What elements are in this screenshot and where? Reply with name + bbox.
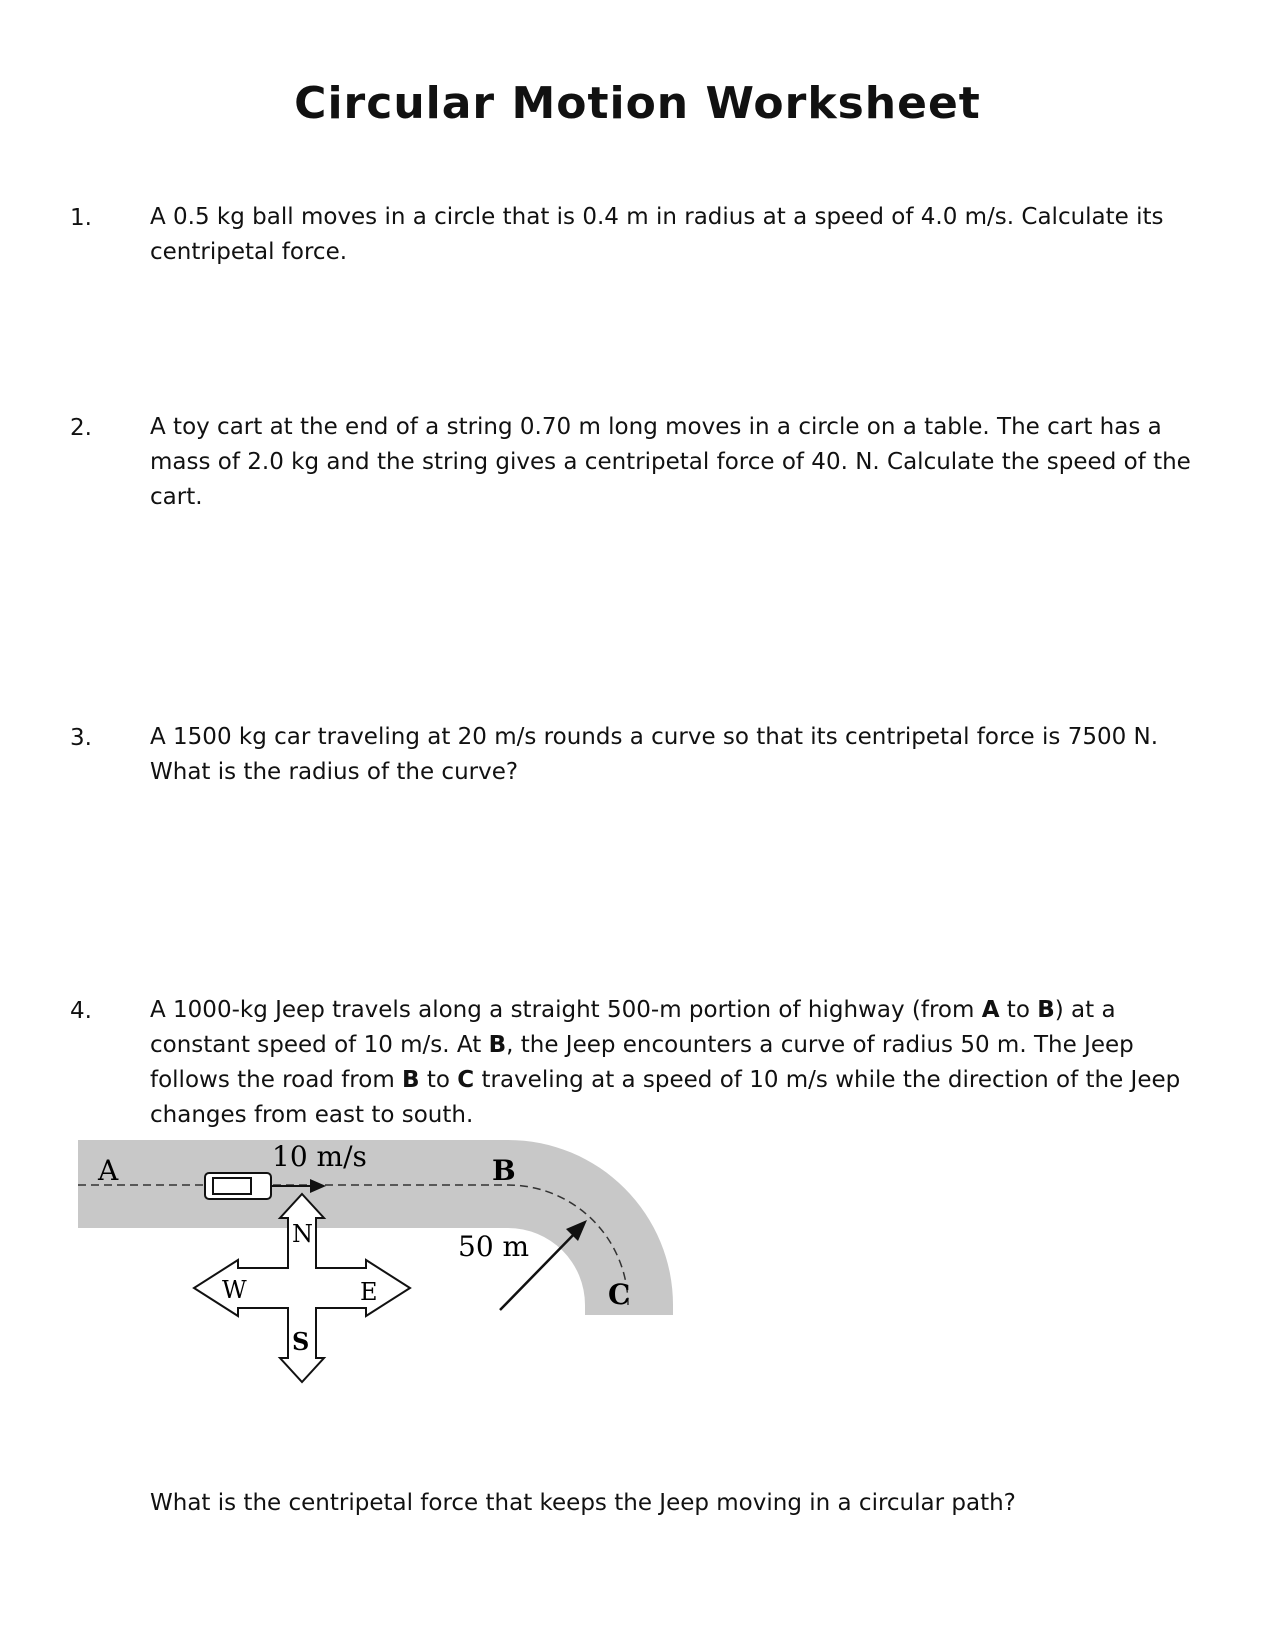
label-c: C [608,1278,631,1311]
q4-point-c: C [457,1067,475,1093]
compass-north: N [292,1220,313,1248]
label-b: B [492,1154,516,1187]
q4-part: , the Jeep encounters a curve of radius 50 m. The Jeep follows the road from [150,1032,1134,1093]
q4-part: A 1000-kg Jeep travels along a straight 500-m portion of highway (from [150,997,982,1023]
speed-label: 10 m/s [272,1140,367,1173]
radius-label: 50 m [458,1230,530,1263]
question-1-text: A 0.5 kg ball moves in a circle that is 0.4 m in radius at a speed of 4.0 m/s. Calculate its centripetal force. [150,204,1164,265]
question-2-text: A toy cart at the end of a string 0.70 m long moves in a circle on a table. The cart has a mass of 2.0 kg and the string gives a centripetal force of 40. N. Calculate the speed of the cart. [150,414,1191,510]
q4-point-a: A [981,997,1000,1023]
compass-east: E [360,1278,378,1306]
q4-part: ) at a constant speed of 10 m/s. At [150,997,1116,1058]
question-4-number: 4. [70,998,92,1024]
question-2-number: 2. [70,415,92,441]
question-3-number: 3. [70,725,92,751]
jeep-icon [205,1173,271,1199]
page-title: Circular Motion Worksheet [294,78,981,129]
q4-part: traveling at a speed of 10 m/s while the direction of the Jeep changes from east to south. [150,1067,1181,1128]
question-3-text: A 1500 kg car traveling at 20 m/s rounds a curve so that its centripetal force is 7500 N. What is the radius of the curve? [150,724,1159,785]
final-question: What is the centripetal force that keeps the Jeep moving in a circular path? [150,1490,1016,1516]
q4-part: to [419,1067,458,1093]
question-1-number: 1. [70,205,92,231]
q4-point-b: B [402,1067,420,1093]
compass-south: S [292,1327,310,1356]
q4-point-b: B [1037,997,1055,1023]
q4-part: to [999,997,1038,1023]
label-a: A [98,1154,119,1187]
question-4-text [150,993,1200,1133]
q4-point-b: B [488,1032,507,1058]
road-diagram [70,1128,710,1443]
compass-west: W [222,1276,247,1304]
